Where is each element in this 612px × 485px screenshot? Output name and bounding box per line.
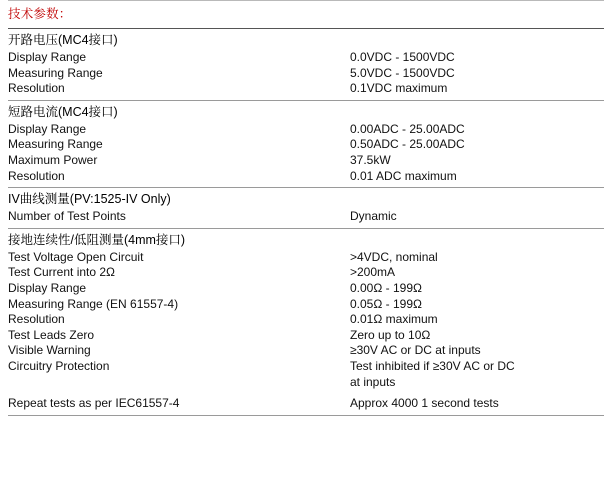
spec-value: 5.0VDC - 1500VDC [350,65,455,80]
spec-value: Dynamic [350,209,397,224]
spec-label: Resolution [8,81,65,96]
spec-value: 0.00ADC - 25.00ADC [350,121,465,136]
spec-label: Maximum Power [8,152,98,167]
spec-table [8,50,604,97]
spec-value: 0.1VDC maximum [350,81,448,96]
page-bottom-divider [8,415,604,416]
table-row [8,209,604,225]
table-row [8,137,604,153]
spec-label: Display Range [8,50,87,64]
table-row [8,66,604,82]
page-title-row [8,1,604,28]
table-row [8,50,604,66]
spec-value: 0.05Ω - 199Ω [350,296,422,311]
table-row [8,122,604,138]
table-row [8,328,604,344]
spec-value-continued: at inputs [350,374,396,389]
spec-label: Display Range [8,280,87,295]
spec-value: Test inhibited if ≥30V AC or DC [350,358,515,373]
table-row-continuation [8,375,604,391]
spec-label: Visible Warning [8,343,91,358]
spec-label: Circuitry Protection [8,358,110,373]
section-heading: IV曲线测量(PV:1525-IV Only) [8,192,171,207]
spec-label: Measuring Range [8,137,103,152]
table-row [8,169,604,185]
table-row [8,359,604,375]
table-row [8,81,604,97]
spec-section [8,29,604,100]
spec-table [8,122,604,184]
spec-label: Test Current into 2Ω [8,265,116,280]
spec-label: Measuring Range (EN 61557-4) [8,296,179,311]
spec-label: Number of Test Points [8,209,126,224]
table-row [8,312,604,328]
page-title: 技术参数： [8,7,72,21]
spec-section [8,229,604,415]
spec-label-empty [8,375,350,391]
spec-label: Resolution [8,168,65,183]
spec-label: Repeat tests as per IEC61557-4 [8,396,180,411]
spec-value: 0.50ADC - 25.00ADC [350,137,465,152]
spec-value: 0.01 ADC maximum [350,168,457,183]
spec-value: Zero up to 10Ω [350,327,431,342]
table-row [8,343,604,359]
spec-section [8,101,604,187]
spec-value: Approx 4000 1 second tests [350,396,499,411]
spec-value: 0.01Ω maximum [350,312,438,327]
spec-section [8,188,604,228]
section-heading: 接地连续性/低阻测量(4mm接口) [8,232,186,247]
spec-value: >200mA [350,265,396,280]
spec-value: ≥30V AC or DC at inputs [350,343,481,358]
spec-label: Display Range [8,121,87,136]
table-row [8,396,604,412]
table-row [8,153,604,169]
spec-value: 0.00Ω - 199Ω [350,280,422,295]
spec-label: Measuring Range [8,65,103,80]
spec-label: Test Voltage Open Circuit [8,249,144,264]
section-heading: 短路电流(MC4接口) [8,104,118,119]
spec-label: Resolution [8,312,65,327]
spec-value: 37.5kW [350,152,391,167]
table-row [8,250,604,266]
section-heading: 开路电压(MC4接口) [8,33,118,47]
table-row [8,297,604,313]
spec-table [8,209,604,225]
spec-value: >4VDC, nominal [350,249,438,264]
table-row [8,265,604,281]
table-row [8,281,604,297]
spec-label: Test Leads Zero [8,327,95,342]
spec-value: 0.0VDC - 1500VDC [350,50,455,64]
spec-table [8,250,604,412]
